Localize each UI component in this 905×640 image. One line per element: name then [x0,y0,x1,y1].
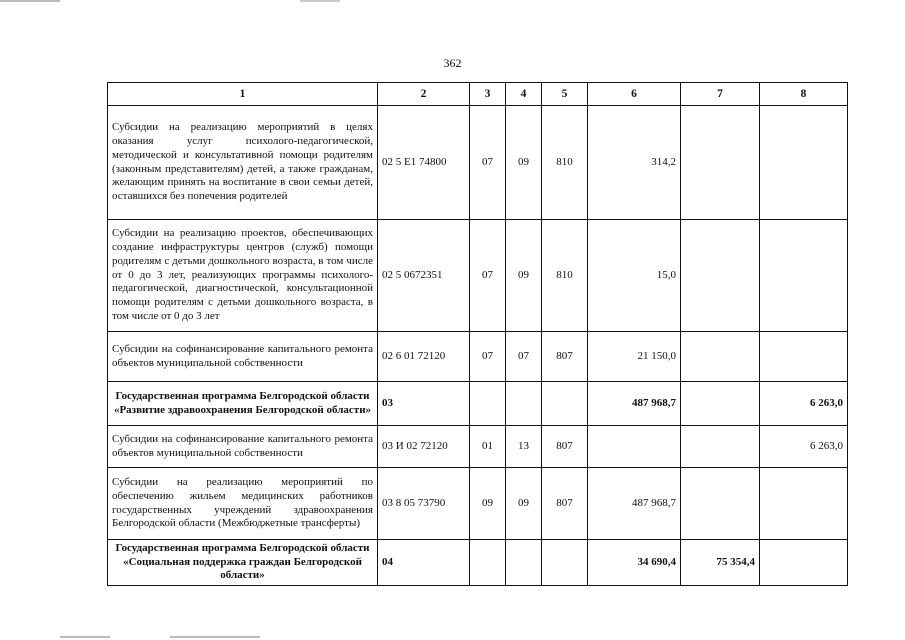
row-subsection [506,540,542,586]
column-header-7: 7 [681,83,760,106]
row-amount-7 [681,332,760,382]
row-amount-6: 34 690,4 [588,540,681,586]
row-section [470,540,506,586]
table-row [108,106,848,220]
row-subsection: 09 [506,468,542,540]
row-section [470,382,506,426]
row-amount-7: 75 354,4 [681,540,760,586]
row-section: 09 [470,468,506,540]
row-amount-8 [760,468,848,540]
table-row [108,220,848,332]
row-section: 07 [470,332,506,382]
row-amount-7 [681,106,760,220]
table-row [108,332,848,382]
column-header-4: 4 [506,83,542,106]
column-header-1: 1 [108,83,378,106]
row-expense-type: 810 [542,220,588,332]
row-section: 01 [470,426,506,468]
row-amount-7 [681,426,760,468]
row-name: Государственная программа Белгородской области «Социальная поддержка граждан Белгородской области» [108,540,378,586]
row-amount-8 [760,220,848,332]
scan-edge-top [0,0,905,2]
row-target-code: 02 5 0672351 [378,220,470,332]
row-name: Субсидии на реализацию мероприятий по обеспечению жильем медицинских работников государственных учреждений здравоохранения Белгородской области (Межбюджетные трансферты) [108,468,378,540]
column-header-2: 2 [378,83,470,106]
row-amount-8 [760,106,848,220]
row-target-code: 03 8 05 73790 [378,468,470,540]
row-amount-6: 487 968,7 [588,382,681,426]
page-number: 362 [443,56,462,70]
row-target-code: 02 6 01 72120 [378,332,470,382]
column-header-6: 6 [588,83,681,106]
row-target-code: 02 5 E1 74800 [378,106,470,220]
row-subsection: 07 [506,332,542,382]
row-amount-8 [760,540,848,586]
row-expense-type: 807 [542,468,588,540]
row-amount-6: 314,2 [588,106,681,220]
row-expense-type: 807 [542,426,588,468]
table-row-program [108,540,848,586]
table-row-program [108,382,848,426]
row-amount-7 [681,382,760,426]
row-amount-8: 6 263,0 [760,382,848,426]
table-row [108,468,848,540]
row-name: Субсидии на реализацию проектов, обеспечивающих создание инфраструктуры центров (служб) помощи родителям с детьми дошкольного возраста, в том числе от 0 до 3 лет, реализующих программы психолого-педагогической, диагностической, консультационной помощи родителям с детьми дошкольного возраста, в том числе от 0 до 3 лет [108,220,378,332]
row-amount-8: 6 263,0 [760,426,848,468]
row-section: 07 [470,220,506,332]
row-amount-6: 21 150,0 [588,332,681,382]
row-expense-type [542,382,588,426]
row-section: 07 [470,106,506,220]
row-name: Субсидии на софинансирование капитального ремонта объектов муниципальной собственности [108,426,378,468]
row-name: Субсидии на софинансирование капитального ремонта объектов муниципальной собственности [108,332,378,382]
row-expense-type [542,540,588,586]
row-amount-7 [681,220,760,332]
row-subsection: 09 [506,106,542,220]
row-amount-7 [681,468,760,540]
column-header-8: 8 [760,83,848,106]
row-target-code: 03 И 02 72120 [378,426,470,468]
row-expense-type: 810 [542,106,588,220]
row-amount-8 [760,332,848,382]
table-row [108,426,848,468]
row-target-code: 04 [378,540,470,586]
table-header-row [108,83,848,106]
scan-edge-bottom [0,636,905,638]
row-target-code: 03 [378,382,470,426]
row-subsection [506,382,542,426]
row-name: Субсидии на реализацию мероприятий в целях оказания услуг психолого-педагогической, методической и консультативной помощи родителям (законным представителям) детей, а также гражданам, желающим принять на воспитание в свои семьи детей, оставшихся без попечения родителей [108,106,378,220]
budget-table [107,82,848,586]
row-subsection: 09 [506,220,542,332]
row-subsection: 13 [506,426,542,468]
row-name: Государственная программа Белгородской области «Развитие здравоохранения Белгородской области» [108,382,378,426]
row-amount-6: 487 968,7 [588,468,681,540]
row-amount-6 [588,426,681,468]
column-header-5: 5 [542,83,588,106]
row-expense-type: 807 [542,332,588,382]
row-amount-6: 15,0 [588,220,681,332]
column-header-3: 3 [470,83,506,106]
